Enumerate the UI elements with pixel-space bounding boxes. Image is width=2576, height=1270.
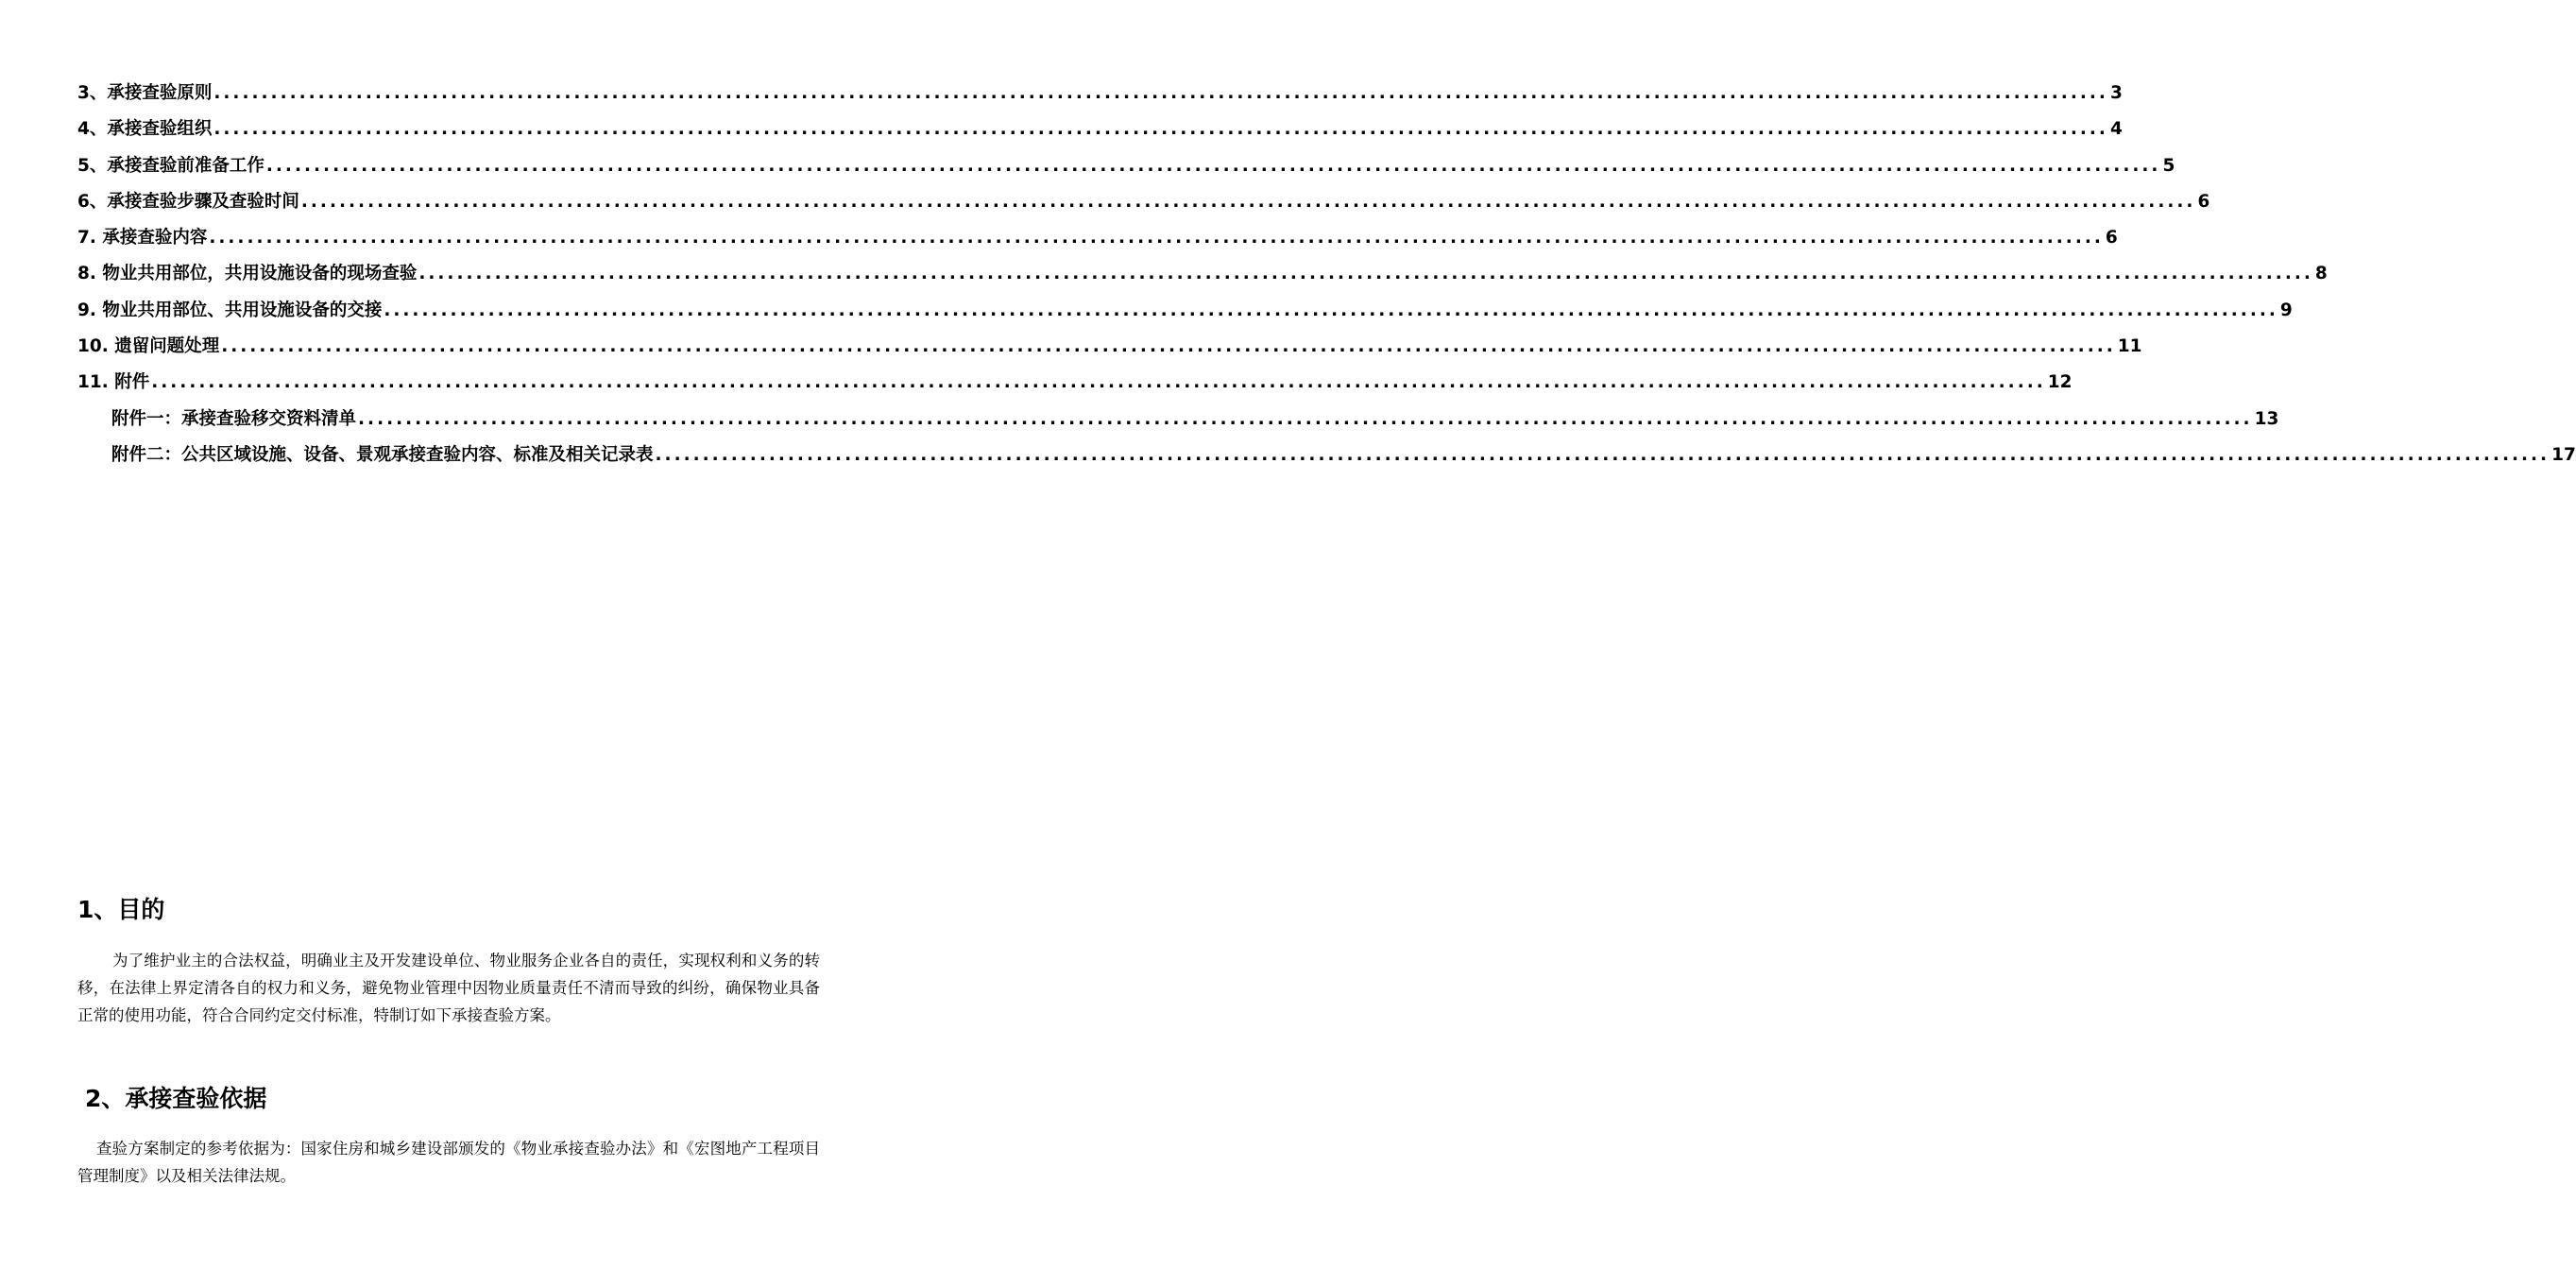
toc-entry-title: 4、承接查验组织	[77, 119, 213, 140]
toc-entry[interactable]	[77, 297, 2293, 333]
toc-leader-dots: ........................................................................................................................................................................................................	[358, 408, 2253, 429]
toc-entry-title: 6、承接查验步骤及查验时间	[77, 191, 299, 212]
toc-entry-title: 10. 遗留问题处理	[77, 336, 220, 357]
toc-entry-title: 11. 附件	[77, 372, 150, 393]
toc-entry-title: 8. 物业共用部位，共用设施设备的现场查验	[77, 264, 418, 284]
toc-leader-dots: ........................................................................................................................................................................................................	[213, 83, 2108, 103]
toc-entry[interactable]	[77, 188, 2210, 224]
toc-entry-title: 7. 承接查验内容	[77, 228, 208, 249]
section-body-purpose: 为了维护业主的合法权益，明确业主及开发建设单位、物业服务企业各自的责任，实现权利和义务的转移，在法律上界定清各自的权力和义务，避免物业管理中因物业质量责任不清而导致的纠纷，确保物业具备正常的使用功能，符合合同约定交付标准，特制订如下承接查验方案。	[77, 952, 820, 1024]
toc-entry-page: 6	[2197, 191, 2210, 212]
toc-entry-page: 13	[2254, 408, 2279, 429]
toc-entry-page: 9	[2279, 300, 2293, 320]
toc-entry-page: 12	[2047, 372, 2073, 393]
toc-subentry[interactable]	[77, 405, 2279, 441]
toc-entry[interactable]	[77, 333, 2142, 369]
toc-entry[interactable]	[77, 224, 2118, 260]
section-heading-basis: 2、承接查验依据	[85, 1085, 267, 1112]
toc-entry[interactable]	[77, 260, 2328, 296]
toc-subentry[interactable]	[77, 441, 2576, 477]
toc-entry-page: 5	[2162, 155, 2175, 176]
toc-entry-page: 4	[2109, 119, 2123, 140]
toc-entry-title: 3、承接查验原则	[77, 83, 213, 103]
toc-entry-title: 5、承接查验前准备工作	[77, 155, 264, 176]
toc-entry-page: 17	[2551, 444, 2576, 465]
section-body-basis: 查验方案制定的参考依据为：国家住房和城乡建设部颁发的《物业承接查验办法》和《宏图地产工程项目管理制度》以及相关法律法规。	[77, 1140, 820, 1185]
toc-entry[interactable]	[77, 79, 2123, 115]
toc-entry-page: 3	[2109, 83, 2123, 103]
toc-entry[interactable]	[77, 369, 2073, 404]
toc-entry[interactable]	[77, 152, 2175, 188]
toc-leader-dots: ........................................................................................................................................................................................................	[418, 264, 2313, 284]
toc-entry-title: 9. 物业共用部位、共用设施设备的交接	[77, 300, 383, 320]
toc-entry-title: 附件二：公共区域设施、设备、景观承接查验内容、标准及相关记录表	[111, 444, 654, 465]
toc-leader-dots: ........................................................................................................................................................................................................	[655, 444, 2550, 465]
toc-leader-dots: ........................................................................................................................................................................................................	[221, 336, 2116, 357]
table-of-contents	[77, 79, 2576, 477]
toc-entry-page: 8	[2314, 264, 2328, 284]
section-heading-purpose: 1、目的	[77, 896, 165, 923]
toc-leader-dots: ........................................................................................................................................................................................................	[384, 300, 2278, 320]
toc-entry-page: 6	[2105, 228, 2118, 249]
toc-leader-dots: ........................................................................................................................................................................................................	[265, 155, 2161, 176]
toc-entry[interactable]	[77, 115, 2123, 151]
toc-leader-dots: ........................................................................................................................................................................................................	[151, 372, 2046, 393]
toc-leader-dots: ........................................................................................................................................................................................................	[209, 228, 2104, 249]
toc-entry-title: 附件一：承接查验移交资料清单	[111, 408, 357, 429]
toc-leader-dots: ........................................................................................................................................................................................................	[300, 191, 2196, 212]
toc-leader-dots: ........................................................................................................................................................................................................	[213, 119, 2108, 140]
toc-entry-page: 11	[2117, 336, 2142, 357]
